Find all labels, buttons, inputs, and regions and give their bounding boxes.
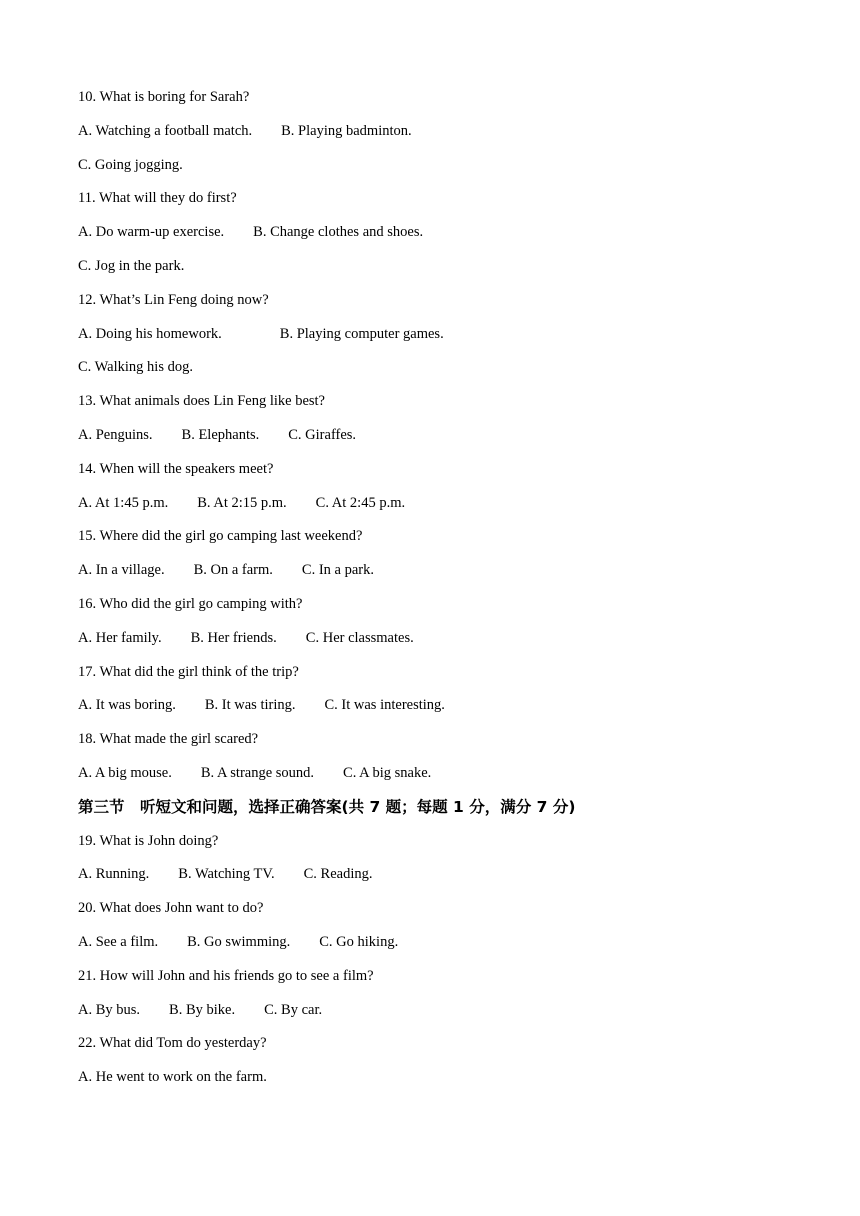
- question-19: 19. What is John doing?: [78, 832, 219, 849]
- option-a: A. Doing his homework.: [78, 325, 222, 342]
- option-a: A. Running.: [78, 866, 150, 883]
- question-17: 17. What did the girl think of the trip?: [78, 663, 299, 680]
- question-12: 12. What’s Lin Feng doing now?: [78, 291, 269, 308]
- option-b: B. Her friends.: [190, 629, 277, 646]
- options-row: [78, 425, 798, 459]
- option-b: B. Playing computer games.: [279, 325, 444, 342]
- option-b: B. Playing badminton.: [281, 122, 412, 139]
- options-row: [78, 864, 798, 898]
- options-row: [78, 493, 798, 527]
- section-heading: 第三节 听短文和问题，选择正确答案(共 7 题；每题 1 分，满分 7 分): [78, 797, 576, 816]
- question-22: 22. What did Tom do yesterday?: [78, 1035, 267, 1052]
- option-b: B. Elephants.: [181, 426, 260, 443]
- option-c: C. Jog in the park.: [78, 257, 185, 274]
- option-b: B. A strange sound.: [200, 764, 315, 781]
- options-row: [78, 763, 798, 797]
- options-row: [78, 324, 798, 358]
- option-c: C. Going jogging.: [78, 156, 183, 173]
- option-b: B. Change clothes and shoes.: [253, 224, 424, 241]
- options-row: [78, 560, 798, 594]
- question-20: 20. What does John want to do?: [78, 900, 264, 917]
- option-a: A. It was boring.: [78, 697, 176, 714]
- option-a: A. Her family.: [78, 629, 162, 646]
- option-c: C. By car.: [264, 1001, 323, 1018]
- option-a: A. Do warm-up exercise.: [78, 224, 225, 241]
- option-a: A. In a village.: [78, 562, 165, 579]
- option-c: C. A big snake.: [343, 764, 432, 781]
- question-21: 21. How will John and his friends go to see a film?: [78, 967, 374, 984]
- question-14: 14. When will the speakers meet?: [78, 460, 274, 477]
- option-b: B. Go swimming.: [187, 933, 291, 950]
- option-a: A. He went to work on the farm.: [78, 1069, 267, 1086]
- option-a: A. Watching a football match.: [78, 122, 253, 139]
- option-c: C. At 2:45 p.m.: [315, 494, 406, 511]
- question-16: 16. Who did the girl go camping with?: [78, 595, 303, 612]
- question-18: 18. What made the girl scared?: [78, 731, 259, 748]
- question-15: 15. Where did the girl go camping last weekend?: [78, 528, 363, 545]
- document-page: [78, 87, 798, 1101]
- option-a: A. A big mouse.: [78, 764, 172, 781]
- option-b: B. By bike.: [169, 1001, 236, 1018]
- question-13: 13. What animals does Lin Feng like best?: [78, 393, 325, 410]
- option-c: C. Walking his dog.: [78, 359, 193, 376]
- option-b: B. Watching TV.: [178, 866, 275, 883]
- option-a: A. See a film.: [78, 933, 159, 950]
- question-10: 10. What is boring for Sarah?: [78, 89, 250, 105]
- option-c: C. Her classmates.: [305, 629, 414, 646]
- option-c: C. Reading.: [303, 866, 373, 883]
- options-row: [78, 695, 798, 729]
- option-b: B. On a farm.: [193, 562, 273, 579]
- option-b: B. At 2:15 p.m.: [197, 494, 287, 511]
- option-c: C. Go hiking.: [319, 933, 399, 950]
- option-a: A. At 1:45 p.m.: [78, 494, 169, 511]
- options-row: [78, 932, 798, 966]
- option-c: C. Giraffes.: [288, 426, 357, 443]
- question-11: 11. What will they do first?: [78, 190, 237, 207]
- option-c: C. In a park.: [301, 562, 374, 579]
- options-row: [78, 121, 798, 155]
- option-b: B. It was tiring.: [204, 697, 296, 714]
- option-a: A. Penguins.: [78, 426, 153, 443]
- options-row: [78, 628, 798, 662]
- options-row: [78, 222, 798, 256]
- option-a: A. By bus.: [78, 1001, 141, 1018]
- options-row: [78, 1000, 798, 1034]
- option-c: C. It was interesting.: [324, 697, 445, 714]
